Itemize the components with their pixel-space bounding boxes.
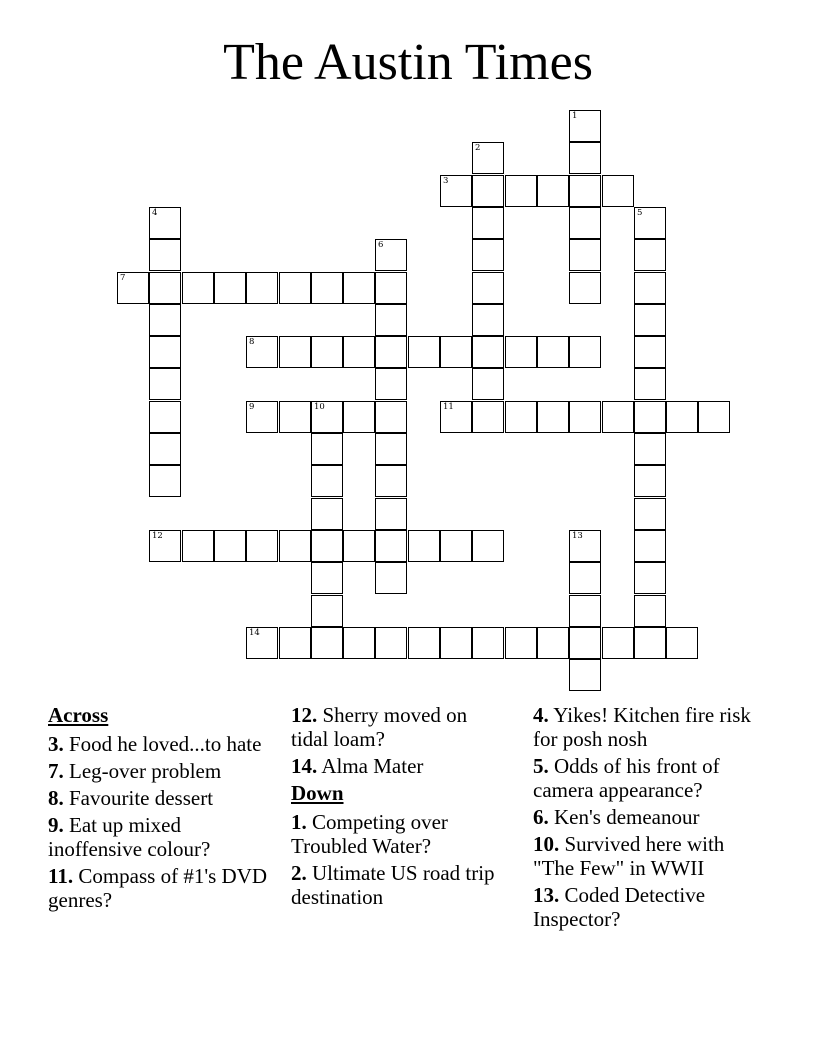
grid-cell[interactable] [375,433,407,465]
clue-down-6: 6. Ken's demeanour [533,805,700,829]
cell-number: 3 [443,176,449,186]
grid-cell[interactable] [569,336,601,368]
cell-number: 4 [152,208,158,218]
grid-cell[interactable] [634,272,666,304]
grid-cell[interactable] [279,530,311,562]
grid-cell[interactable] [246,530,278,562]
clue-column-1 [48,703,268,915]
cell-number: 9 [249,402,255,412]
grid-cell[interactable] [472,368,504,400]
grid-cell[interactable] [343,627,375,659]
grid-cell[interactable] [375,562,407,594]
grid-cell[interactable] [246,401,278,433]
grid-cell[interactable] [311,498,343,530]
grid-cell[interactable] [472,175,504,207]
grid-cell[interactable] [666,401,698,433]
grid-cell[interactable] [569,659,601,691]
grid-cell[interactable] [440,401,472,433]
clue-across-14: 14. Alma Mater [291,754,424,778]
clue-down-13: 13. Coded Detective Inspector? [533,883,706,931]
clue-column-3 [533,703,768,934]
grid-cell[interactable] [375,272,407,304]
grid-cell[interactable] [311,465,343,497]
grid-cell[interactable] [408,627,440,659]
grid-cell[interactable] [634,304,666,336]
cell-number: 7 [120,273,126,283]
cell-number: 11 [443,402,454,412]
cell-number: 2 [475,143,481,153]
grid-cell[interactable] [311,401,343,433]
grid-cell[interactable] [149,401,181,433]
grid-cell[interactable] [279,336,311,368]
grid-cell[interactable] [569,207,601,239]
clue-down-10: 10. Survived here with "The Few" in WWII [533,832,725,880]
grid-cell[interactable] [182,530,214,562]
grid-cell[interactable] [569,272,601,304]
cell-number: 1 [572,111,578,121]
grid-cell[interactable] [569,530,601,562]
grid-cell[interactable] [440,627,472,659]
grid-cell[interactable] [569,401,601,433]
grid-cell[interactable] [182,272,214,304]
grid-cell[interactable] [569,627,601,659]
grid-cell[interactable] [634,595,666,627]
grid-cell[interactable] [246,272,278,304]
grid-cell[interactable] [537,401,569,433]
grid-cell[interactable] [569,595,601,627]
grid-cell[interactable] [634,207,666,239]
clue-down-2: 2. Ultimate US road trip destination [291,861,495,909]
cell-number: 6 [378,240,384,250]
grid-cell[interactable] [472,142,504,174]
grid-cell[interactable] [214,272,246,304]
grid-cell[interactable] [472,401,504,433]
clue-column-2 [291,703,506,912]
grid-cell[interactable] [149,530,181,562]
grid-cell[interactable] [343,401,375,433]
grid-cell[interactable] [279,627,311,659]
cell-number: 14 [249,628,260,638]
grid-cell[interactable] [375,304,407,336]
clue-across-8: 8. Favourite dessert [48,786,214,810]
grid-cell[interactable] [634,498,666,530]
grid-cell[interactable] [375,627,407,659]
grid-cell[interactable] [472,239,504,271]
grid-cell[interactable] [311,530,343,562]
grid-cell[interactable] [311,627,343,659]
grid-cell[interactable] [634,239,666,271]
grid-cell[interactable] [569,562,601,594]
grid-cell[interactable] [537,175,569,207]
clue-down-5: 5. Odds of his front of camera appearance? [533,754,720,802]
grid-cell[interactable] [375,401,407,433]
grid-cell[interactable] [149,433,181,465]
grid-cell[interactable] [472,530,504,562]
grid-cell[interactable] [311,336,343,368]
grid-cell[interactable] [343,272,375,304]
grid-cell[interactable] [375,368,407,400]
grid-cell[interactable] [375,336,407,368]
grid-cell[interactable] [537,627,569,659]
grid-cell[interactable] [149,336,181,368]
grid-cell[interactable] [634,433,666,465]
grid-cell[interactable] [375,498,407,530]
clue-across-12: 12. Sherry moved on tidal loam? [291,703,468,751]
grid-cell[interactable] [311,272,343,304]
grid-cell[interactable] [602,175,634,207]
grid-cell[interactable] [634,465,666,497]
grid-cell[interactable] [472,627,504,659]
grid-cell[interactable] [149,368,181,400]
grid-cell[interactable] [634,562,666,594]
grid-cell[interactable] [343,530,375,562]
grid-cell[interactable] [472,207,504,239]
grid-cell[interactable] [408,336,440,368]
grid-cell[interactable] [569,239,601,271]
grid-cell[interactable] [311,595,343,627]
clue-across-11: 11. Compass of #1's DVD genres? [48,864,268,912]
grid-cell[interactable] [375,530,407,562]
grid-cell[interactable] [343,336,375,368]
grid-cell[interactable] [634,336,666,368]
grid-cell[interactable] [505,401,537,433]
grid-cell[interactable] [569,142,601,174]
grid-cell[interactable] [440,175,472,207]
cell-number: 8 [249,337,255,347]
across-header: Across [48,703,109,727]
grid-cell[interactable] [569,110,601,142]
clue-across-9: 9. Eat up mixed inoffensive colour? [48,813,211,861]
grid-cell[interactable] [602,627,634,659]
grid-cell[interactable] [472,304,504,336]
clue-down-1: 1. Competing over Troubled Water? [291,810,448,858]
grid-cell[interactable] [149,239,181,271]
grid-cell[interactable] [246,336,278,368]
down-header: Down [291,781,344,805]
page-title: The Austin Times [223,34,593,91]
cell-number: 5 [637,208,643,218]
grid-cell[interactable] [117,272,149,304]
grid-cell[interactable] [440,530,472,562]
grid-cell[interactable] [279,272,311,304]
grid-cell[interactable] [149,465,181,497]
grid-cell[interactable] [214,530,246,562]
clue-across-3: 3. Food he loved...to hate [48,732,262,756]
grid-cell[interactable] [634,368,666,400]
grid-cell[interactable] [666,627,698,659]
grid-cell[interactable] [149,207,181,239]
grid-cell[interactable] [149,272,181,304]
grid-cell[interactable] [634,627,666,659]
grid-cell[interactable] [149,304,181,336]
grid-cell[interactable] [440,336,472,368]
grid-cell[interactable] [505,175,537,207]
grid-cell[interactable] [311,433,343,465]
cell-number: 12 [152,531,163,541]
grid-cell[interactable] [634,530,666,562]
grid-cell[interactable] [602,401,634,433]
grid-cell[interactable] [634,401,666,433]
clue-across-7: 7. Leg-over problem [48,759,222,783]
grid-cell[interactable] [472,272,504,304]
grid-cell[interactable] [375,239,407,271]
grid-cell[interactable] [311,562,343,594]
grid-cell[interactable] [537,336,569,368]
grid-cell[interactable] [472,336,504,368]
clue-down-4: 4. Yikes! Kitchen fire risk for posh nosh [533,703,751,751]
cell-number: 10 [314,402,325,412]
grid-cell[interactable] [408,530,440,562]
grid-cell[interactable] [375,465,407,497]
grid-cell[interactable] [246,627,278,659]
grid-cell[interactable] [569,175,601,207]
cell-number: 13 [572,531,583,541]
grid-cell[interactable] [698,401,730,433]
grid-cell[interactable] [505,336,537,368]
grid-cell[interactable] [279,401,311,433]
grid-cell[interactable] [505,627,537,659]
